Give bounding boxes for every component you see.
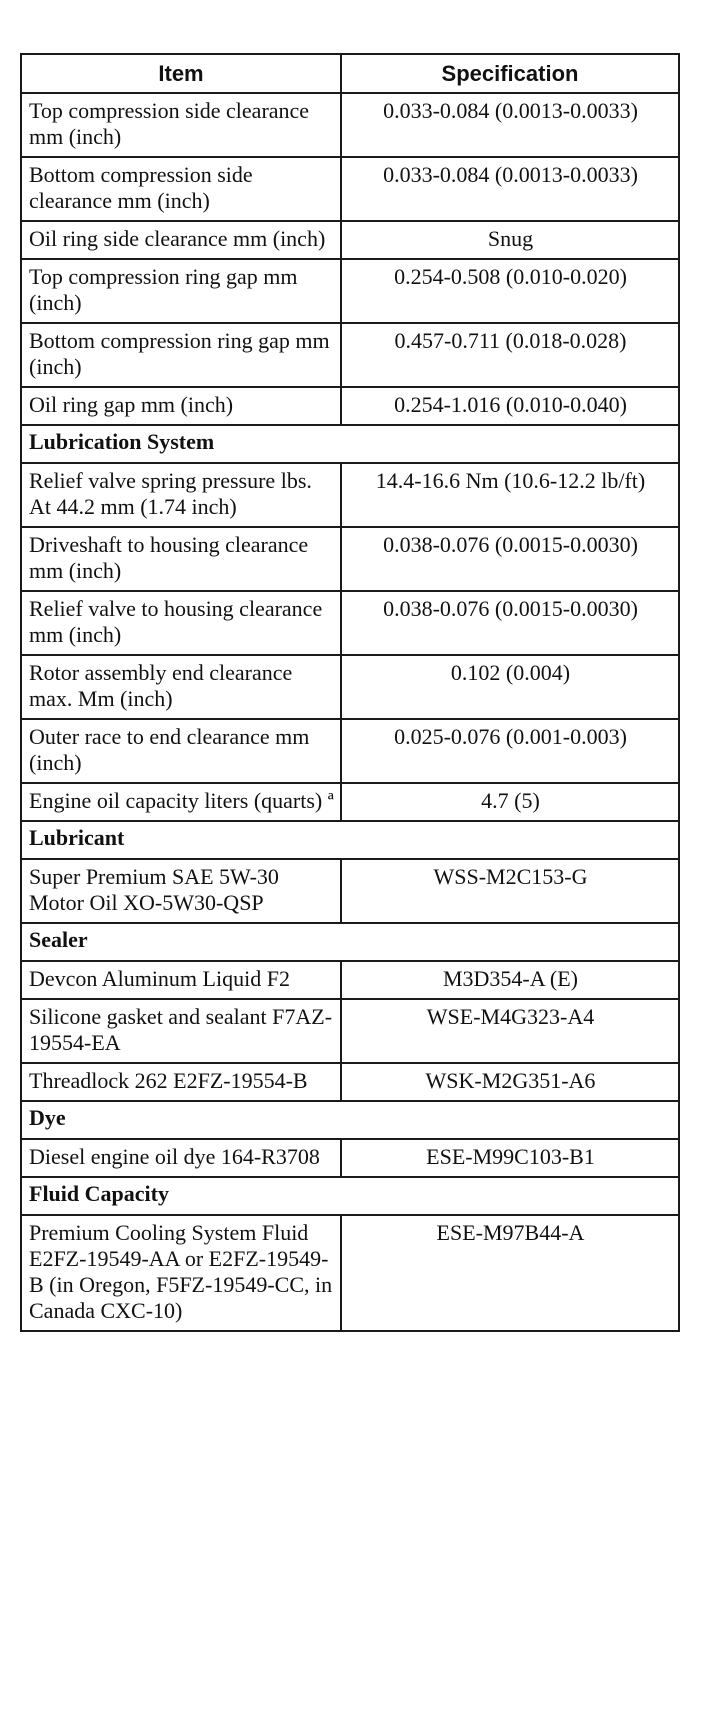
specification-cell: 0.038-0.076 (0.0015-0.0030) [341, 527, 679, 591]
table-row [21, 1063, 679, 1101]
specification-cell: ESE-M99C103-B1 [341, 1139, 679, 1177]
specification-cell: 0.038-0.076 (0.0015-0.0030) [341, 591, 679, 655]
item-cell: Silicone gasket and sealant F7AZ-19554-EA [21, 999, 341, 1063]
specification-cell: WSE-M4G323-A4 [341, 999, 679, 1063]
table-row [21, 655, 679, 719]
section-header-row [21, 821, 679, 859]
item-cell: Outer race to end clearance mm (inch) [21, 719, 341, 783]
item-cell: Relief valve to housing clearance mm (inch) [21, 591, 341, 655]
specification-cell: WSK-M2G351-A6 [341, 1063, 679, 1101]
specification-cell: WSS-M2C153-G [341, 859, 679, 923]
table-row [21, 999, 679, 1063]
table-row [21, 961, 679, 999]
table-row [21, 157, 679, 221]
specification-cell: 0.102 (0.004) [341, 655, 679, 719]
item-cell: Diesel engine oil dye 164-R3708 [21, 1139, 341, 1177]
item-cell: Engine oil capacity liters (quarts) ª [21, 783, 341, 821]
specification-column-header: Specification [341, 54, 679, 93]
item-cell: Driveshaft to housing clearance mm (inch) [21, 527, 341, 591]
section-header-row [21, 1177, 679, 1215]
specification-cell: 0.033-0.084 (0.0013-0.0033) [341, 93, 679, 157]
item-cell: Bottom compression ring gap mm (inch) [21, 323, 341, 387]
table-row [21, 1139, 679, 1177]
section-title: Lubrication System [21, 425, 679, 463]
table-body [21, 93, 679, 1331]
table-row [21, 323, 679, 387]
table-row [21, 1215, 679, 1331]
item-cell: Top compression ring gap mm (inch) [21, 259, 341, 323]
specification-cell: Snug [341, 221, 679, 259]
specification-cell: 0.033-0.084 (0.0013-0.0033) [341, 157, 679, 221]
section-title: Lubricant [21, 821, 679, 859]
table-row [21, 859, 679, 923]
table-row [21, 463, 679, 527]
table-row [21, 93, 679, 157]
section-title: Dye [21, 1101, 679, 1139]
table-row [21, 591, 679, 655]
specification-cell: ESE-M97B44-A [341, 1215, 679, 1331]
table-header-row [21, 54, 679, 93]
section-header-row [21, 923, 679, 961]
section-header-row [21, 1101, 679, 1139]
table-row [21, 259, 679, 323]
section-header-row [21, 425, 679, 463]
specification-cell: 4.7 (5) [341, 783, 679, 821]
specification-cell: 0.025-0.076 (0.001-0.003) [341, 719, 679, 783]
specification-table [20, 53, 680, 1332]
table-row [21, 527, 679, 591]
table-row [21, 783, 679, 821]
specification-cell: 0.254-1.016 (0.010-0.040) [341, 387, 679, 425]
table-row [21, 719, 679, 783]
item-cell: Top compression side clearance mm (inch) [21, 93, 341, 157]
item-cell: Oil ring side clearance mm (inch) [21, 221, 341, 259]
item-cell: Bottom compression side clearance mm (inch) [21, 157, 341, 221]
item-cell: Super Premium SAE 5W-30 Motor Oil XO-5W30-QSP [21, 859, 341, 923]
item-cell: Rotor assembly end clearance max. Mm (inch) [21, 655, 341, 719]
table-row [21, 387, 679, 425]
section-title: Fluid Capacity [21, 1177, 679, 1215]
item-cell: Relief valve spring pressure lbs. At 44.2 mm (1.74 inch) [21, 463, 341, 527]
item-cell: Oil ring gap mm (inch) [21, 387, 341, 425]
section-title: Sealer [21, 923, 679, 961]
table-row [21, 221, 679, 259]
specification-cell: M3D354-A (E) [341, 961, 679, 999]
item-cell: Premium Cooling System Fluid E2FZ-19549-AA or E2FZ-19549-B (in Oregon, F5FZ-19549-CC, in Canada CXC-10) [21, 1215, 341, 1331]
specification-cell: 0.254-0.508 (0.010-0.020) [341, 259, 679, 323]
item-cell: Threadlock 262 E2FZ-19554-B [21, 1063, 341, 1101]
specification-cell: 14.4-16.6 Nm (10.6-12.2 lb/ft) [341, 463, 679, 527]
specification-cell: 0.457-0.711 (0.018-0.028) [341, 323, 679, 387]
item-cell: Devcon Aluminum Liquid F2 [21, 961, 341, 999]
item-column-header: Item [21, 54, 341, 93]
